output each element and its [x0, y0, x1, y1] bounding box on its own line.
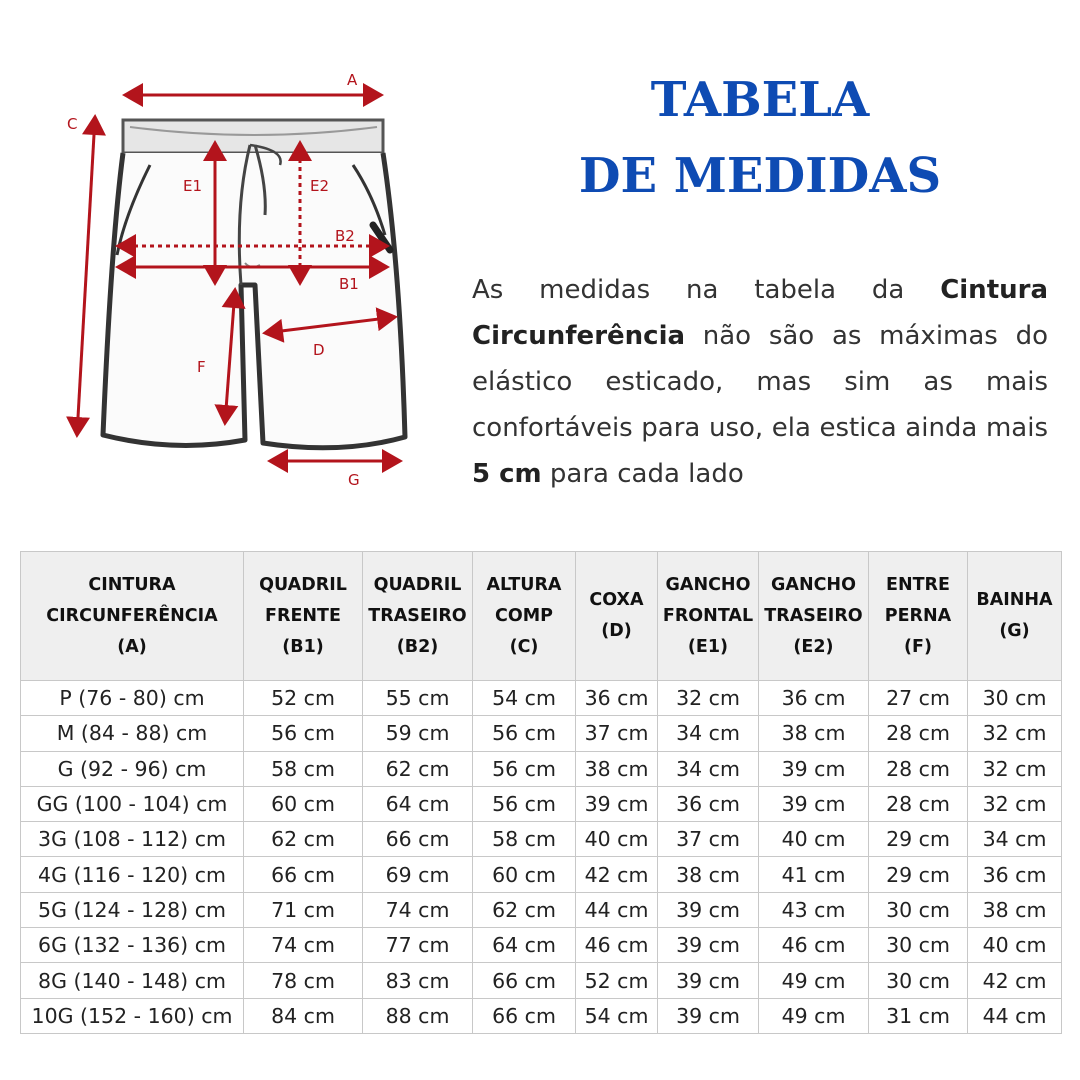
- measurement-cell: 30 cm: [968, 681, 1062, 716]
- size-table: [20, 551, 1062, 1034]
- shorts-measurement-diagram: [55, 65, 425, 495]
- size-cell: G (92 - 96) cm: [21, 751, 244, 786]
- waist-note-paragraph: [472, 267, 1048, 497]
- size-cell: P (76 - 80) cm: [21, 681, 244, 716]
- column-header-line: QUADRIL: [259, 574, 347, 595]
- measurement-cell: 62 cm: [244, 822, 363, 857]
- label-e1: E1: [183, 177, 203, 195]
- measurement-cell: 40 cm: [759, 822, 869, 857]
- note-text-2: não são as máximas do elástico esticado, mas sim as mais confortáveis para uso, ela estica ainda mais: [472, 321, 1048, 443]
- column-header-line: CIRCUNFERÊNCIA: [46, 605, 218, 626]
- measurement-cell: 39 cm: [576, 786, 658, 821]
- measurement-cell: 41 cm: [759, 857, 869, 892]
- measurement-cell: 52 cm: [576, 963, 658, 998]
- measurement-cell: 58 cm: [244, 751, 363, 786]
- measurement-cell: 66 cm: [473, 998, 576, 1033]
- measurement-cell: 56 cm: [473, 716, 576, 751]
- measurement-cell: 32 cm: [658, 681, 759, 716]
- measurement-cell: 74 cm: [363, 892, 473, 927]
- measurement-cell: 56 cm: [473, 786, 576, 821]
- column-header-line: FRONTAL: [662, 605, 754, 626]
- measurement-cell: 37 cm: [658, 822, 759, 857]
- column-header-line: COXA: [589, 590, 644, 610]
- measurement-cell: 74 cm: [244, 928, 363, 963]
- note-bold-waist: Cintura Circunferência: [472, 275, 1048, 351]
- title-line-2: DE MEDIDAS: [578, 148, 942, 204]
- measurement-cell: 42 cm: [576, 857, 658, 892]
- table-row: [21, 857, 1062, 892]
- measurement-cell: 36 cm: [658, 786, 759, 821]
- measurement-cell: 38 cm: [759, 716, 869, 751]
- label-f: F: [197, 358, 206, 376]
- column-header: [759, 552, 869, 681]
- measurement-cell: 38 cm: [968, 892, 1062, 927]
- column-header-line: (E2): [793, 636, 834, 657]
- column-header: [473, 552, 576, 681]
- size-table-container: [20, 551, 1061, 1034]
- measurement-cell: 44 cm: [576, 892, 658, 927]
- column-header-line: TRASEIRO: [368, 605, 467, 626]
- table-row: [21, 998, 1062, 1033]
- size-cell: 5G (124 - 128) cm: [21, 892, 244, 927]
- measurement-cell: 56 cm: [244, 716, 363, 751]
- measurement-cell: 32 cm: [968, 786, 1062, 821]
- measurement-cell: 44 cm: [968, 998, 1062, 1033]
- measurement-cell: 64 cm: [473, 928, 576, 963]
- column-header-line: GANCHO: [771, 574, 856, 595]
- measurement-cell: 43 cm: [759, 892, 869, 927]
- label-e2: E2: [310, 177, 330, 195]
- page-title: [560, 62, 960, 214]
- column-header-line: COMP: [495, 605, 553, 626]
- measurement-cell: 30 cm: [869, 963, 968, 998]
- table-header-row: [21, 552, 1062, 681]
- column-header-line: (B2): [396, 636, 439, 657]
- measurement-cell: 71 cm: [244, 892, 363, 927]
- measurement-cell: 28 cm: [869, 716, 968, 751]
- measurement-cell: 42 cm: [968, 963, 1062, 998]
- measurement-cell: 55 cm: [363, 681, 473, 716]
- measurement-cell: 60 cm: [244, 786, 363, 821]
- column-header-line: (A): [117, 636, 147, 657]
- column-header: [21, 552, 244, 681]
- size-cell: GG (100 - 104) cm: [21, 786, 244, 821]
- measurement-cell: 88 cm: [363, 998, 473, 1033]
- measurement-cell: 66 cm: [244, 857, 363, 892]
- measurement-cell: 36 cm: [576, 681, 658, 716]
- column-header: [576, 552, 658, 681]
- label-a: A: [347, 71, 358, 89]
- table-row: [21, 963, 1062, 998]
- measurement-cell: 39 cm: [759, 786, 869, 821]
- column-header-line: PERNA: [884, 605, 952, 626]
- measurement-cell: 40 cm: [968, 928, 1062, 963]
- measurement-cell: 37 cm: [576, 716, 658, 751]
- measurement-cell: 39 cm: [658, 892, 759, 927]
- label-g: G: [348, 471, 360, 489]
- measurement-cell: 49 cm: [759, 998, 869, 1033]
- note-text-1: As medidas na tabela da: [472, 275, 941, 305]
- measurement-cell: 46 cm: [759, 928, 869, 963]
- column-header: [869, 552, 968, 681]
- measurement-cell: 84 cm: [244, 998, 363, 1033]
- table-row: [21, 786, 1062, 821]
- measurement-cell: 83 cm: [363, 963, 473, 998]
- measurement-cell: 30 cm: [869, 892, 968, 927]
- table-row: [21, 751, 1062, 786]
- size-cell: M (84 - 88) cm: [21, 716, 244, 751]
- label-b2: B2: [335, 227, 355, 245]
- measurement-cell: 59 cm: [363, 716, 473, 751]
- label-c: C: [67, 115, 78, 133]
- measurement-cell: 28 cm: [869, 786, 968, 821]
- column-header-line: GANCHO: [665, 574, 751, 595]
- column-header-line: FRENTE: [265, 605, 341, 626]
- measurement-cell: 38 cm: [658, 857, 759, 892]
- column-header-line: (F): [904, 636, 932, 657]
- column-header-line: ENTRE: [886, 574, 950, 595]
- table-row: [21, 822, 1062, 857]
- table-row: [21, 928, 1062, 963]
- column-header: [363, 552, 473, 681]
- column-header-line: (G): [999, 621, 1030, 641]
- measurement-cell: 28 cm: [869, 751, 968, 786]
- measurement-cell: 31 cm: [869, 998, 968, 1033]
- measurement-cell: 66 cm: [473, 963, 576, 998]
- size-cell: 3G (108 - 112) cm: [21, 822, 244, 857]
- measurement-cell: 62 cm: [363, 751, 473, 786]
- measurement-cell: 77 cm: [363, 928, 473, 963]
- column-header-line: CINTURA: [88, 574, 176, 595]
- column-header-line: QUADRIL: [373, 574, 462, 595]
- measurement-cell: 78 cm: [244, 963, 363, 998]
- measurement-cell: 54 cm: [473, 681, 576, 716]
- label-b1: B1: [339, 275, 359, 293]
- measurement-cell: 38 cm: [576, 751, 658, 786]
- measurement-cell: 58 cm: [473, 822, 576, 857]
- measurement-cell: 34 cm: [968, 822, 1062, 857]
- label-d: D: [313, 341, 325, 359]
- measurement-cell: 62 cm: [473, 892, 576, 927]
- table-row: [21, 681, 1062, 716]
- column-header-line: BAINHA: [976, 590, 1053, 610]
- measurement-cell: 54 cm: [576, 998, 658, 1033]
- table-row: [21, 892, 1062, 927]
- column-header-line: TRASEIRO: [764, 605, 863, 626]
- column-header: [968, 552, 1062, 681]
- measurement-cell: 39 cm: [658, 928, 759, 963]
- size-cell: 8G (140 - 148) cm: [21, 963, 244, 998]
- measurement-cell: 32 cm: [968, 751, 1062, 786]
- measurement-cell: 29 cm: [869, 857, 968, 892]
- measurement-cell: 39 cm: [658, 963, 759, 998]
- size-cell: 10G (152 - 160) cm: [21, 998, 244, 1033]
- note-text-3: para cada lado: [541, 459, 744, 489]
- measurement-cell: 49 cm: [759, 963, 869, 998]
- measurement-cell: 32 cm: [968, 716, 1062, 751]
- measurement-cell: 39 cm: [759, 751, 869, 786]
- measurement-cell: 36 cm: [968, 857, 1062, 892]
- measurement-cell: 64 cm: [363, 786, 473, 821]
- measurement-cell: 52 cm: [244, 681, 363, 716]
- column-header-line: (C): [509, 636, 539, 657]
- measurement-cell: 34 cm: [658, 751, 759, 786]
- size-cell: 4G (116 - 120) cm: [21, 857, 244, 892]
- measurement-cell: 69 cm: [363, 857, 473, 892]
- measurement-cell: 56 cm: [473, 751, 576, 786]
- table-row: [21, 716, 1062, 751]
- column-header-line: (D): [601, 621, 632, 641]
- column-header-line: ALTURA: [486, 574, 562, 595]
- measurement-cell: 40 cm: [576, 822, 658, 857]
- column-header: [244, 552, 363, 681]
- title-line-1: TABELA: [650, 72, 870, 128]
- measurement-cell: 29 cm: [869, 822, 968, 857]
- measurement-cell: 27 cm: [869, 681, 968, 716]
- shorts-outline: [103, 120, 405, 448]
- size-cell: 6G (132 - 136) cm: [21, 928, 244, 963]
- measurement-cell: 66 cm: [363, 822, 473, 857]
- column-header-line: (B1): [282, 636, 324, 657]
- column-header: [658, 552, 759, 681]
- measurement-cell: 46 cm: [576, 928, 658, 963]
- column-header-line: (E1): [687, 636, 729, 657]
- measurement-cell: 36 cm: [759, 681, 869, 716]
- measurement-cell: 39 cm: [658, 998, 759, 1033]
- note-bold-5cm: 5 cm: [472, 459, 542, 489]
- measurement-cell: 60 cm: [473, 857, 576, 892]
- table-body: [21, 681, 1062, 1034]
- measurement-cell: 30 cm: [869, 928, 968, 963]
- measurement-cell: 34 cm: [658, 716, 759, 751]
